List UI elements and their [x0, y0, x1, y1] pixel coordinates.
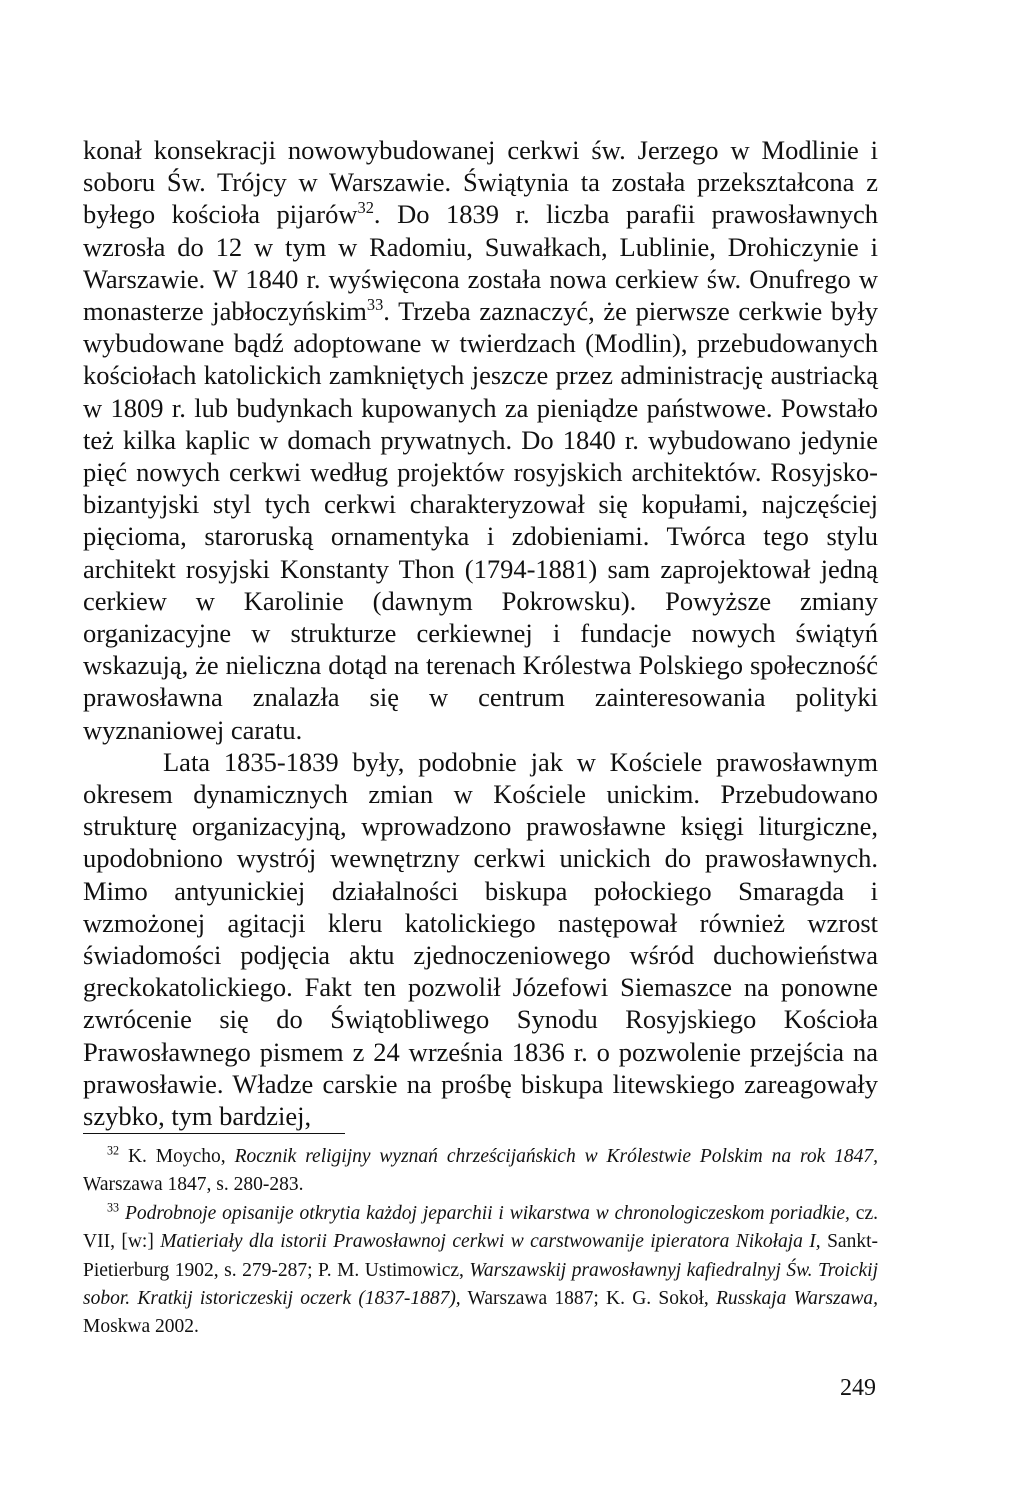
footnote-33-number: 33 — [107, 1200, 120, 1215]
footnote-32-author: K. Moycho, — [119, 1146, 235, 1167]
footnote-33-part-b: Sankt-Pietierburg 1902, s. 279-287; P. M. Ustimowicz, — [83, 1231, 878, 1281]
page-number: 249 — [840, 1375, 876, 1401]
footnote-33-part-a: cz. VII, [w:] — [83, 1202, 878, 1253]
footnote-32-publication: Warszawa 1847, s. 280-283. — [83, 1174, 304, 1196]
main-text — [83, 134, 878, 1132]
footnote-ref-32[interactable]: 32 — [357, 198, 374, 218]
footnote-33 — [83, 1200, 878, 1342]
paragraph-1-part-b: . Do 1839 r. liczba parafii prawosławnych wzrosła do 12 w tym w Radomiu, Suwałkach, Lublinie, Drohiczynie i Warszawie. W 1840 r. wyświęcona została nowa cerkiew św. Onufrego w monasterze jabłoczyńskim — [83, 199, 878, 327]
footnote-ref-33[interactable]: 33 — [366, 295, 384, 315]
footnote-divider — [83, 1133, 345, 1134]
paragraph-1-part-a: konał konsekracji nowowybudowanej cerkwi św. Jerzego w Modlinie i soboru Św. Trójcy w Warszawie. Świątynia ta została przekształcona z byłego kościoła pijarów — [83, 135, 878, 230]
paragraph-2: Lata 1835-1839 były, podobnie jak w Kościele prawosławnym okresem dynamicznych zmian w Kościele unickim. Przebudowano strukturę organizacyjną, wprowadzono prawosławne księgi liturgiczne, upodobniono wystrój wewnętrzny cerkwi unickich do prawosławnych. Mimo antyunickiej działalności biskupa połockiego Smaragda i wzmożonej agitacji kleru katolickiego następował również wzrost świadomości podjęcia aktu zjednoczeniowego wśród duchowieństwa greckokatolickiego. Fakt ten pozwolił Józefowi Siemaszce na ponowne zwrócenie się do Świątobliwego Synodu Rosyjskiego Kościoła Prawosławnego pismem z 24 września 1836 r. o pozwolenie przejścia na prawosławie. Władze carskie na prośbę biskupa litewskiego zareagowały szybko, tym bardziej, — [83, 746, 878, 1132]
footnote-33-part-c: Warszawa 1887; K. G. Sokoł, — [460, 1288, 717, 1310]
footnote-32-title: Rocznik religijny wyznań chrześcijańskich w Królestwie Polskim na rok 1847, — [234, 1146, 879, 1167]
footnotes — [83, 1143, 878, 1342]
footnote-33-title-2: Matieriały dla istorii Prawosławnoj cerkwi w carstwowanije ipieratora Nikołaja I, — [160, 1231, 821, 1253]
footnote-32 — [83, 1143, 878, 1200]
footnote-33-part-d: Moskwa 2002. — [83, 1316, 199, 1338]
paragraph-1 — [83, 134, 878, 746]
paragraph-1-part-c: . Trzeba zaznaczyć, że pierwsze cerkwie były wybudowane bądź adoptowane w twierdzach (Modlin), przebudowanych kościołach katolickich zamkniętych jeszcze przez administrację austriacką w 1809 r. lub budynkach kupowanych za pieniądze państwowe. Powstało też kilka kaplic w domach prywatnych. Do 1840 r. wybudowano jedynie pięć nowych cerkwi według projektów rosyjskich architektów. Rosyjsko-bizantyjski styl tych cerkwi charakteryzował się kopułami, najczęściej pięcioma, staroruską ornamentyka i zdobieniami. Twórca tego stylu architekt rosyjski Konstanty Thon (1794-1881) sam zaprojektował jedną cerkiew w Karolinie (dawnym Pokrowsku). Powyższe zmiany organizacyjne w strukturze cerkiewnej i fundacje nowych świątyń wskazują, że nieliczna dotąd na terenach Królestwa Polskiego społeczność prawosławna znalazła się w centrum zainteresowania polityki wyznaniowej caratu. — [83, 296, 878, 745]
footnote-33-title-3: Warszawskij prawosławnyj kafiedralnyj Św. Troickij sobor. Kratkij istoriczeskij oczerk (1837-1887), — [83, 1259, 878, 1310]
footnote-33-title-4: Russkaja Warszawa, — [716, 1288, 878, 1310]
page-body — [83, 134, 878, 1132]
footnote-33-title-1: Podrobnoje opisanije otkrytia każdoj jeparchii i wikarstwa w chronologiczeskom poriadkie, — [119, 1202, 850, 1224]
footnote-32-number: 32 — [107, 1143, 120, 1158]
